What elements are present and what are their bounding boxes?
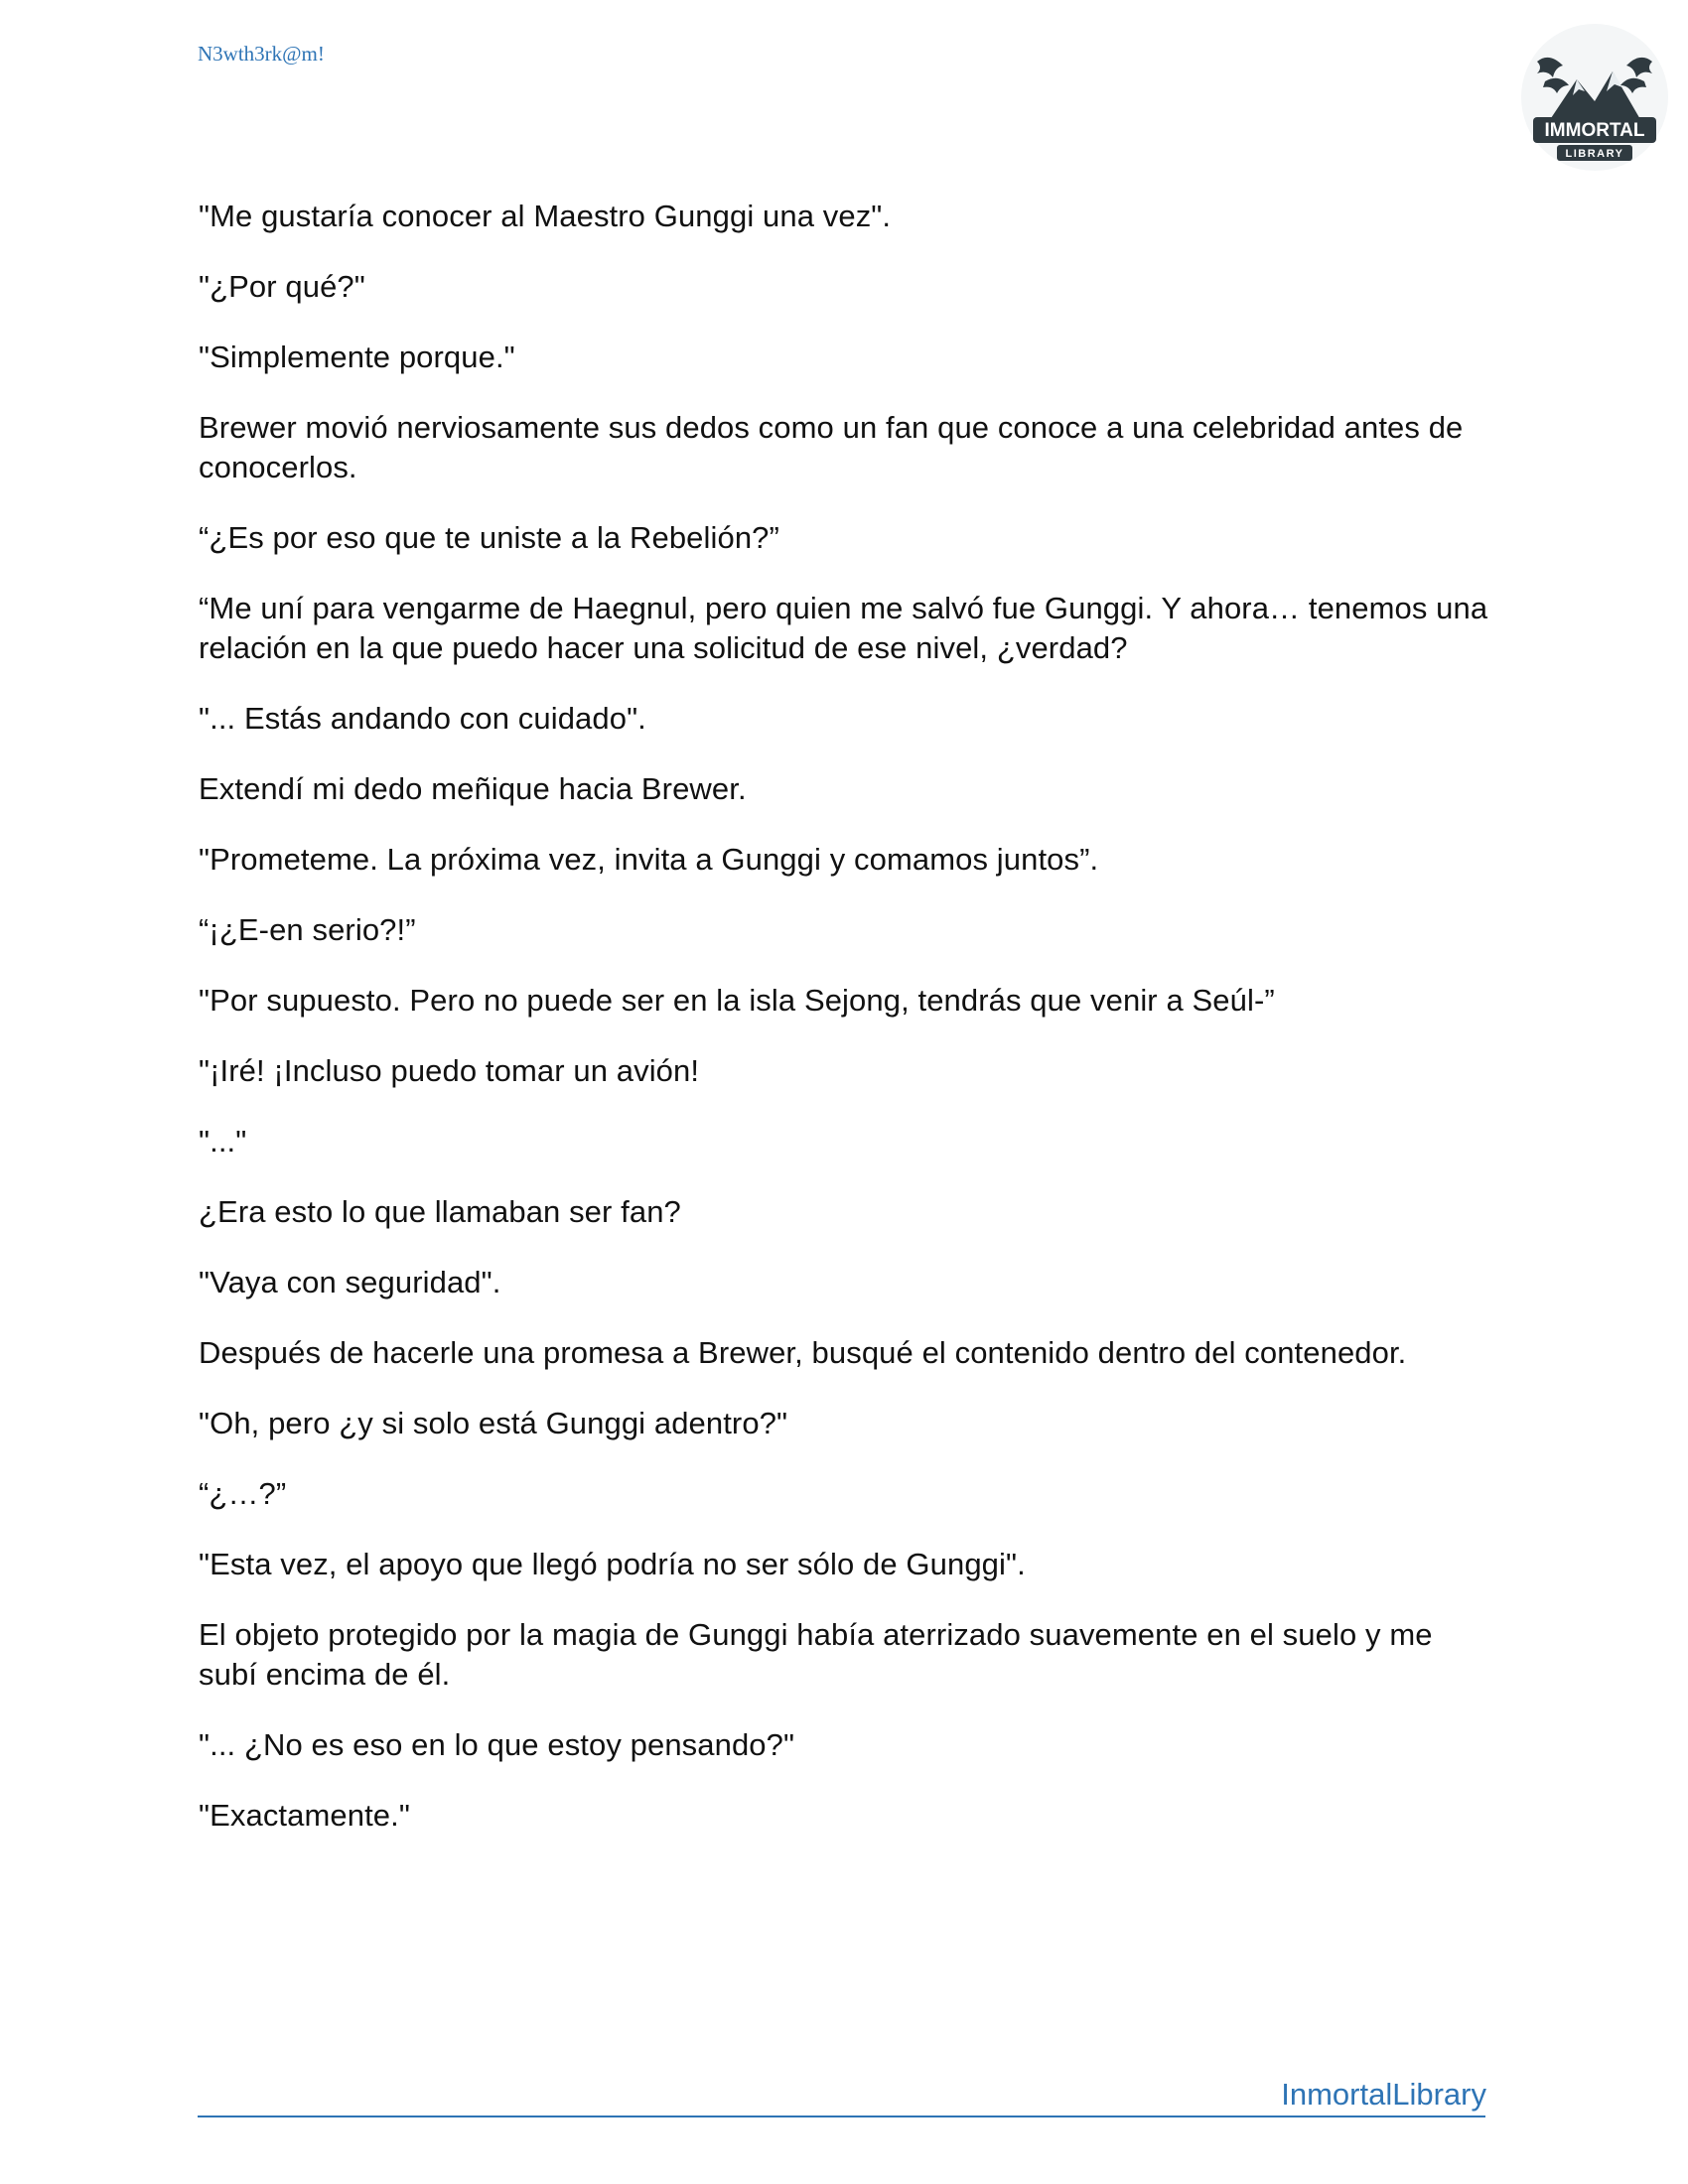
paragraph: “¡¿E-en serio?!” [199,912,416,947]
paragraph: "... Estás andando con cuidado". [199,701,646,736]
document-body [199,197,1489,1866]
logo-line1: IMMORTAL [1544,120,1645,141]
paragraph: El objeto protegido por la magia de Gunggi había aterrizado suavemente en el suelo y me subí encima de él. [199,1617,1433,1692]
paragraph: “Me uní para vengarme de Haegnul, pero quien me salvó fue Gunggi. Y ahora… tenemos una relación en la que puedo hacer una solicitud de ese nivel, ¿verdad? [199,591,1488,665]
paragraph: ¿Era esto lo que llamaban ser fan? [199,1194,681,1229]
paragraph: "Simplemente porque." [199,340,515,374]
immortal-library-logo [1519,22,1670,173]
paragraph: "Me gustaría conocer al Maestro Gunggi una vez". [199,199,892,233]
paragraph: "Esta vez, el apoyo que llegó podría no ser sólo de Gunggi". [199,1547,1026,1581]
paragraph: "¿Por qué?" [199,269,365,304]
logo-line2: LIBRARY [1565,148,1624,160]
footer-library-link[interactable]: InmortalLibrary [1281,2077,1486,2112]
paragraph: "Prometeme. La próxima vez, invita a Gunggi y comamos juntos”. [199,842,1099,877]
paragraph: "... ¿No es eso en lo que estoy pensando?" [199,1727,795,1762]
paragraph: "Por supuesto. Pero no puede ser en la isla Sejong, tendrás que venir a Seúl-” [199,983,1275,1018]
paragraph: Brewer movió nerviosamente sus dedos como un fan que conoce a una celebridad antes de conocerlos. [199,410,1464,484]
paragraph: "Oh, pero ¿y si solo está Gunggi adentro?" [199,1406,788,1440]
paragraph: “¿Es por eso que te uniste a la Rebelión?” [199,520,779,555]
paragraph: "¡Iré! ¡Incluso puedo tomar un avión! [199,1053,700,1088]
paragraph: "..." [199,1124,247,1159]
paragraph: "Exactamente." [199,1798,410,1833]
header-watermark-link[interactable]: N3wth3rk@m! [198,42,325,66]
footer-divider [198,2116,1485,2117]
paragraph: Extendí mi dedo meñique hacia Brewer. [199,771,747,806]
paragraph: Después de hacerle una promesa a Brewer, busqué el contenido dentro del contenedor. [199,1335,1407,1370]
paragraph: "Vaya con seguridad". [199,1265,501,1299]
paragraph: “¿…?” [199,1476,287,1511]
